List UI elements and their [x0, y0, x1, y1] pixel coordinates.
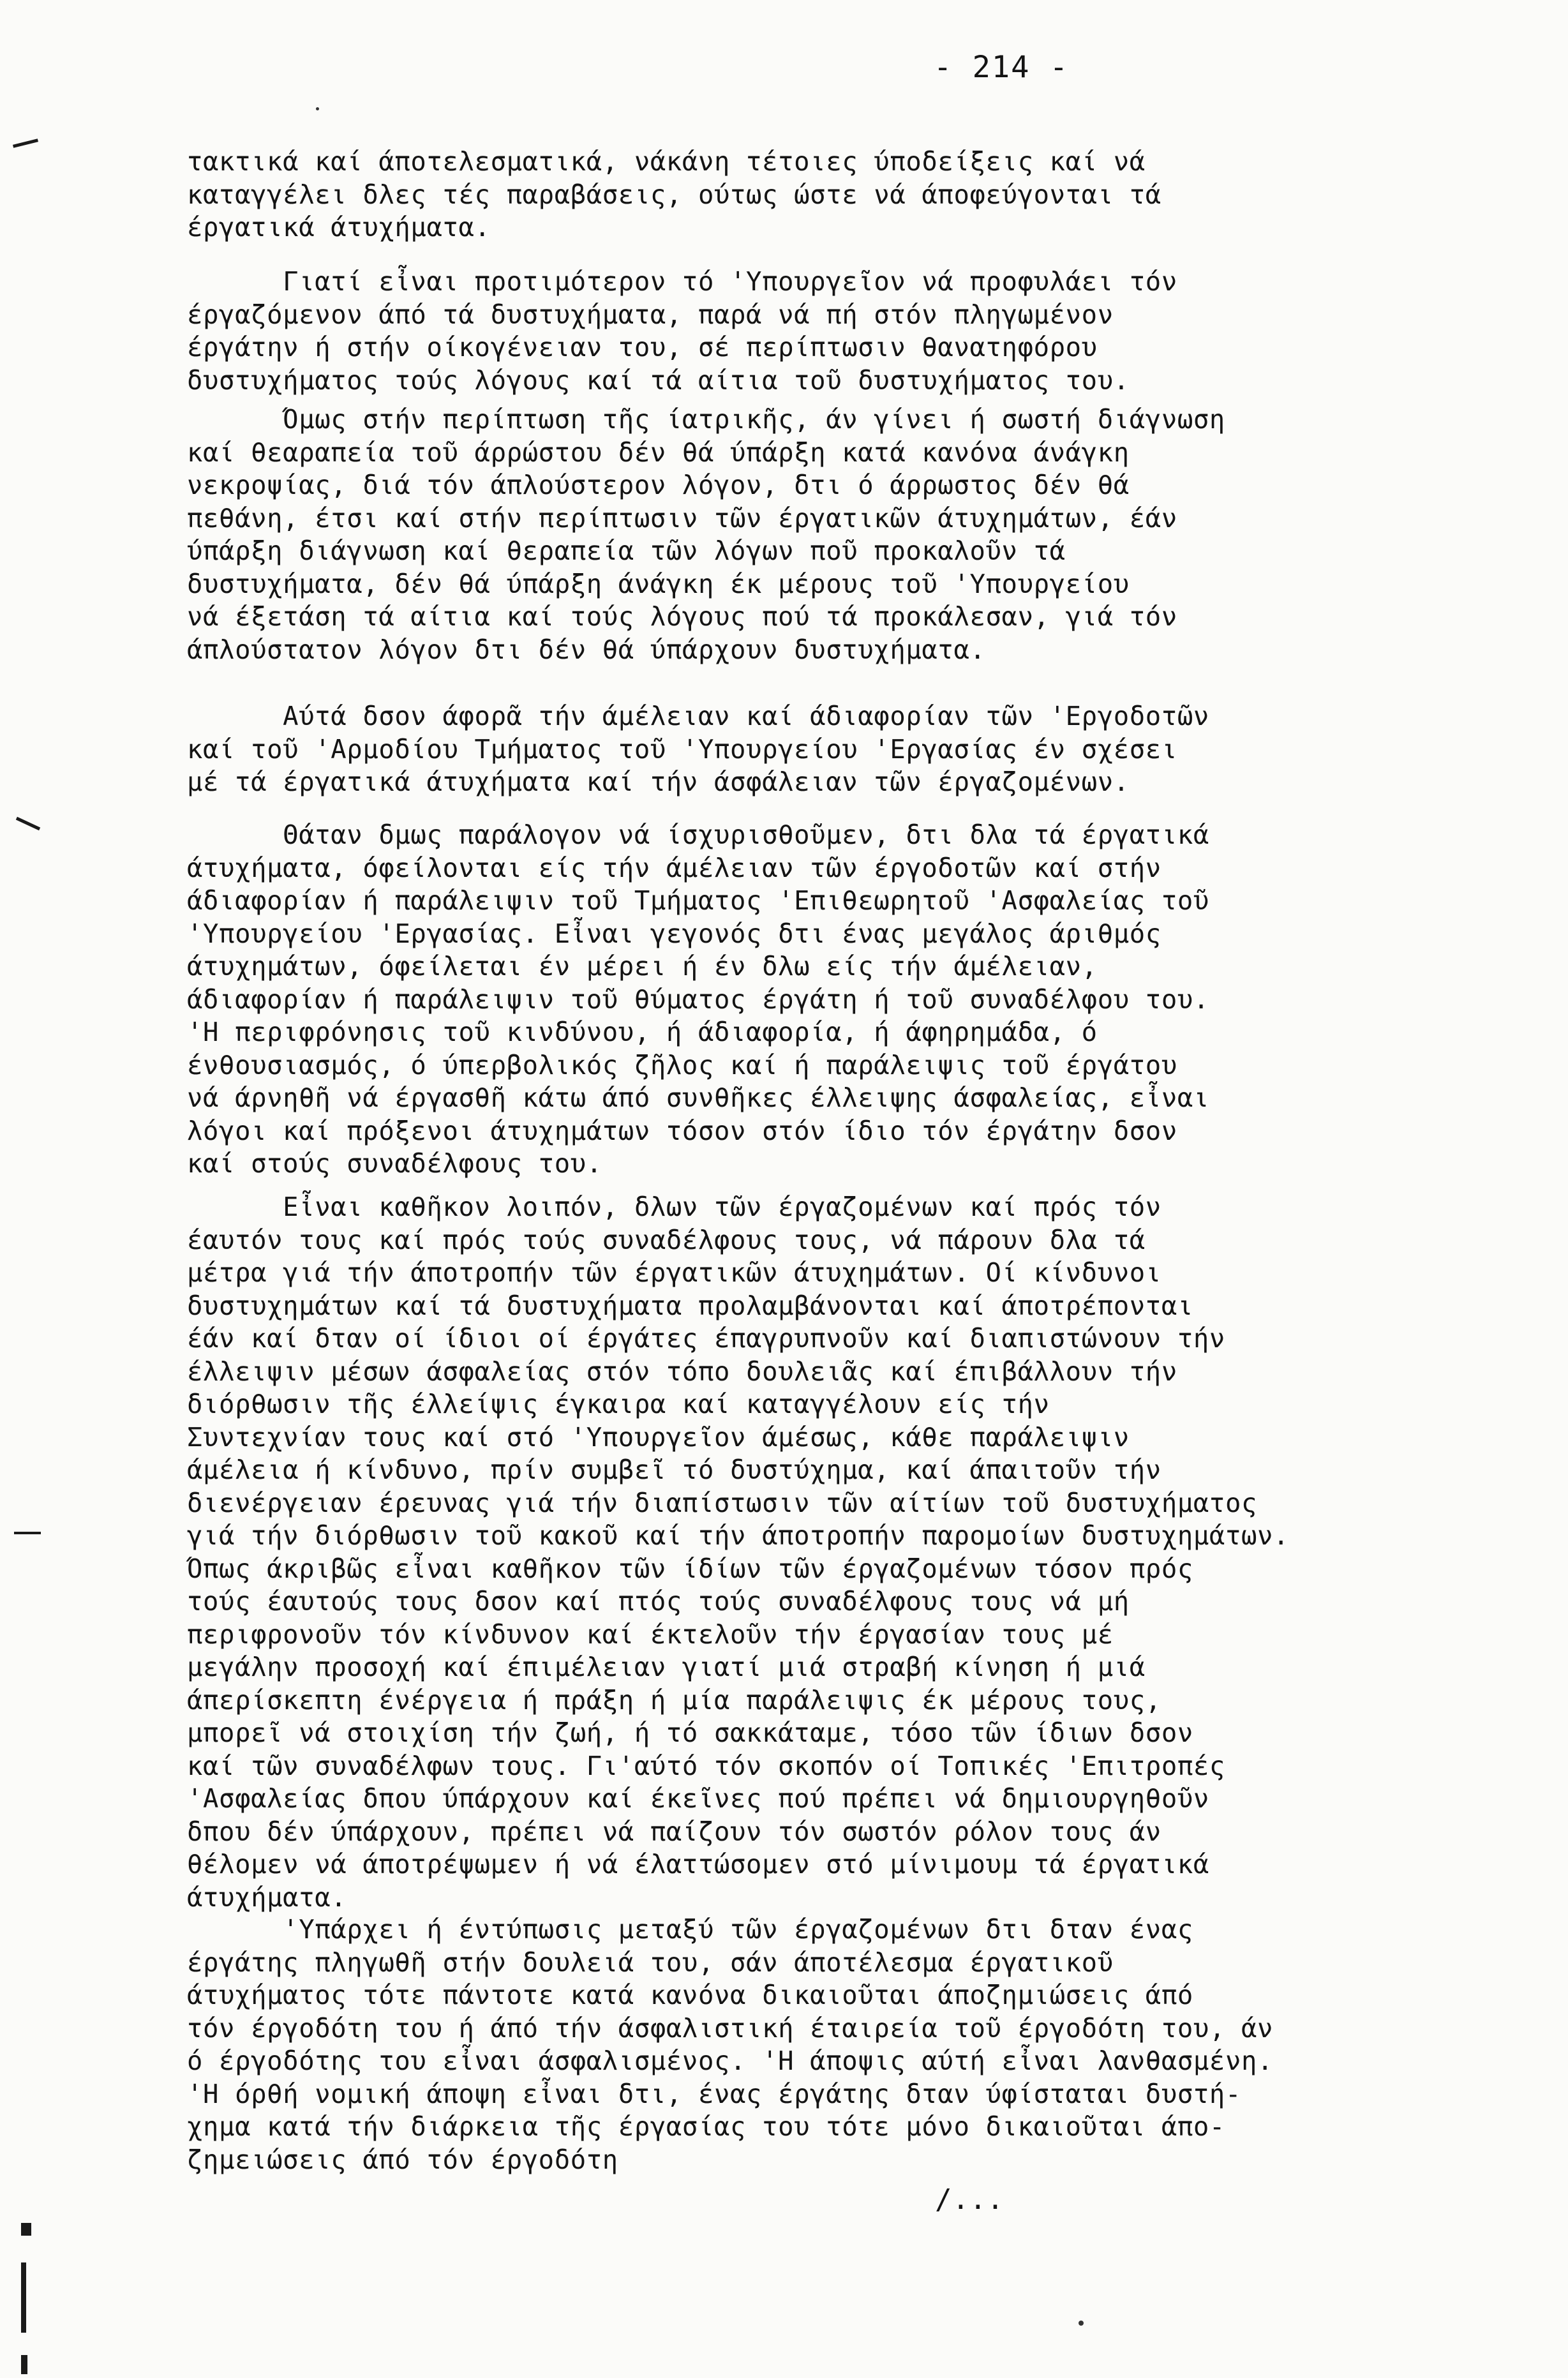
margin-scan-mark	[21, 2355, 27, 2374]
scan-speck	[1079, 2321, 1084, 2326]
paragraph-2	[187, 265, 1454, 397]
scan-speck	[316, 107, 319, 110]
text-line: νά έξετάση τά αίτια καί τούς λόγους πού τά προκάλεσαν, γιά τόν	[187, 601, 1177, 632]
text-line: Αύτά δσον άφορᾶ τήν άμέλειαν καί άδιαφορίαν τῶν 'Εργοδοτῶν	[187, 701, 1209, 731]
text-line: διενέργειαν έρευνας γιά τήν διαπίστωσιν τῶν αίτίων τοῦ δυστυχήματος	[187, 1487, 1258, 1518]
text-line: 'Υπάρχει ή έντύπωσις μεταξύ τῶν έργαζομένων δτι δταν ένας	[187, 1914, 1193, 1945]
text-line: Γιατί εἶναι προτιμότερον τό 'Υπουργεῖον νά προφυλάει τόν	[187, 266, 1177, 297]
text-line: λόγοι καί πρόξενοι άτυχημάτων τόσον στόν ίδιο τόν έργάτην δσον	[187, 1115, 1177, 1146]
text-line: άτυχήματα, όφείλονται είς τήν άμέλειαν τῶν έργοδοτῶν καί στήν	[187, 852, 1161, 883]
text-line: δυστυχήματα, δέν θά ύπάρξη άνάγκη έκ μέρους τοῦ 'Υπουργείου	[187, 568, 1130, 599]
text-line: έργατικά άτυχήματα.	[187, 212, 491, 243]
paragraph-1	[187, 146, 1454, 244]
paragraph-7	[187, 1913, 1454, 2176]
text-line: τούς έαυτούς τους δσον καί πτός τούς συναδέλφους τους νά μή	[187, 1586, 1130, 1617]
text-line: δπου δέν ύπάρχουν, πρέπει νά παίζουν τόν σωστόν ρόλον τους άν	[187, 1816, 1161, 1847]
text-line: ένθουσιασμός, ό ύπερβολικός ζῆλος καί ή παράλειψις τοῦ έργάτου	[187, 1049, 1177, 1081]
text-line: διόρθωσιν τῆς έλλείψις έγκαιρα καί καταγγέλουν είς τήν	[187, 1389, 1050, 1419]
margin-scan-mark	[16, 817, 40, 830]
paragraph-4	[187, 700, 1454, 799]
text-line: Θάταν δμως παράλογον νά ίσχυρισθοῦμεν, δτι δλα τά έργατικά	[187, 819, 1209, 850]
text-line: τόν έργοδότη του ή άπό τήν άσφαλιστική έταιρεία τοῦ έργοδότη του, άν	[187, 2012, 1274, 2044]
text-line: 'Η περιφρόνησις τοῦ κινδύνου, ή άδιαφορία, ή άφηρημάδα, ό	[187, 1017, 1098, 1047]
text-line: ό έργοδότης του εἶναι άσφαλισμένος. 'Η άποψις αύτή εἶναι λανθασμένη.	[187, 2045, 1274, 2076]
text-line: καί θεαραπεία τοῦ άρρώστου δέν θά ύπάρξη κατά κανόνα άνάγκη	[187, 437, 1130, 468]
text-line: 'Υπουργείου 'Εργασίας. Εἶναι γεγονός δτι ένας μεγάλος άριθμός	[187, 918, 1161, 949]
text-line: έργάτην ή στήν οίκογένειαν του, σέ περίπτωσιν θανατηφόρου	[187, 332, 1098, 363]
text-line: Όπως άκριβῶς εἶναι καθῆκον τῶν ίδίων τῶν έργαζομένων τόσον πρός	[187, 1553, 1193, 1584]
text-line: άτυχημάτων, όφείλεται έν μέρει ή έν δλω είς τήν άμέλειαν,	[187, 951, 1098, 982]
margin-scan-mark	[13, 138, 38, 148]
continuation-mark: /...	[935, 2183, 1004, 2216]
margin-scan-mark	[21, 2223, 31, 2236]
text-line: 'Ασφαλείας δπου ύπάρχουν καί έκεῖνες πού πρέπει νά δημιουργηθοῦν	[187, 1783, 1209, 1814]
text-line: νά άρνηθῆ νά έργασθῆ κάτω άπό συνθῆκες έλλειψης άσφαλείας, εἶναι	[187, 1082, 1209, 1113]
text-line: Συντεχνίαν τους καί στό 'Υπουργεῖον άμέσως, κάθε παράλειψιν	[187, 1421, 1130, 1453]
text-line: περιφρονοῦν τόν κίνδυνον καί έκτελοῦν τήν έργασίαν τους μέ	[187, 1619, 1114, 1650]
text-line: άπλούστατον λόγον δτι δέν θά ύπάρχουν δυστυχήματα.	[187, 634, 986, 665]
margin-scan-mark	[14, 1532, 41, 1534]
text-line: καί τῶν συναδέλφων τους. Γι'αύτό τόν σκοπόν οί Τοπικές 'Επιτροπές	[187, 1750, 1225, 1781]
text-line: μεγάλην προσοχή καί έπιμέλειαν γιατί μιά στραβή κίνηση ή μιά	[187, 1652, 1146, 1682]
text-line: άδιαφορίαν ή παράλειψιν τοῦ Τμήματος 'Επιθεωρητοῦ 'Ασφαλείας τοῦ	[187, 885, 1209, 916]
page-number: - 214 -	[934, 50, 1070, 85]
text-line: μέτρα γιά τήν άποτροπήν τῶν έργατικῶν άτυχημάτων. Οί κίνδυνοι	[187, 1257, 1161, 1288]
text-line: 'Η όρθή νομική άποψη εἶναι δτι, ένας έργάτης δταν ύφίσταται δυστή-	[187, 2078, 1241, 2109]
text-line: καί στούς συναδέλφους του.	[187, 1148, 602, 1179]
text-line: έργάτης πληγωθῆ στήν δουλειά του, σάν άποτέλεσμα έργατικοῦ	[187, 1947, 1114, 1978]
text-line: Όμως στήν περίπτωση τῆς ίατρικῆς, άν γίνει ή σωστή διάγνωση	[187, 404, 1225, 435]
text-line: θέλομεν νά άποτρέψωμεν ή νά έλαττώσομεν στό μίνιμουμ τά έργατικά	[187, 1849, 1209, 1880]
text-line: έλλειψιν μέσων άσφαλείας στόν τόπο δουλειᾶς καί έπιβάλλουν τήν	[187, 1356, 1177, 1387]
text-line: άδιαφορίαν ή παράλειψιν τοῦ θύματος έργάτη ή τοῦ συναδέλφου του.	[187, 983, 1209, 1015]
text-line: γιά τήν διόρθωσιν τοῦ κακοῦ καί τήν άποτροπήν παρομοίων δυστυχημάτων.	[187, 1520, 1290, 1551]
paragraph-3	[187, 403, 1454, 666]
text-line: μπορεῖ νά στοιχίση τήν ζωή, ή τό σακκάταμε, τόσο τῶν ίδιων δσον	[187, 1717, 1193, 1748]
text-line: καί τοῦ 'Αρμοδίου Τμήματος τοῦ 'Υπουργείου 'Εργασίας έν σχέσει	[187, 733, 1177, 765]
paragraph-6	[187, 1191, 1454, 1914]
text-line: τακτικά καί άποτελεσματικά, νάκάνη τέτοιες ύποδείξεις καί νά	[187, 146, 1146, 177]
text-line: χημα κατά τήν διάρκεια τῆς έργασίας του τότε μόνο δικαιοῦται άπο-	[187, 2111, 1225, 2142]
text-line: έργαζόμενον άπό τά δυστυχήματα, παρά νά πή στόν πληγωμένον	[187, 299, 1114, 330]
text-line: Εἶναι καθῆκον λοιπόν, δλων τῶν έργαζομένων καί πρός τόν	[187, 1192, 1161, 1222]
text-line: ζημειώσεις άπό τόν έργοδότη	[187, 2144, 618, 2175]
margin-scan-mark	[21, 2262, 26, 2333]
text-line: άτυχήματα.	[187, 1881, 347, 1913]
text-line: ύπάρξη διάγνωση καί θεραπεία τῶν λόγων ποῦ προκαλοῦν τά	[187, 535, 1066, 566]
text-line: πεθάνη, έτσι καί στήν περίπτωσιν τῶν έργατικῶν άτυχημάτων, έάν	[187, 502, 1177, 534]
text-line: άμέλεια ή κίνδυνο, πρίν συμβεῖ τό δυστύχημα, καί άπαιτοῦν τήν	[187, 1454, 1161, 1485]
text-line: έάν καί δταν οί ίδιοι οί έργάτες έπαγρυπνοῦν καί διαπιστώνουν τήν	[187, 1323, 1225, 1354]
text-line: άπερίσκεπτη ένέργεια ή πράξη ή μία παράλειψις έκ μέρους τους,	[187, 1684, 1161, 1716]
text-line: μέ τά έργατικά άτυχήματα καί τήν άσφάλειαν τῶν έργαζομένων.	[187, 766, 1130, 797]
text-line: δυστυχήματος τούς λόγους καί τά αίτια τοῦ δυστυχήματος του.	[187, 364, 1130, 396]
text-line: άτυχήματος τότε πάντοτε κατά κανόνα δικαιοῦται άποζημιώσεις άπό	[187, 1980, 1193, 2010]
text-line: νεκροψίας, διά τόν άπλούστερον λόγον, δτι ό άρρωστος δέν θά	[187, 470, 1130, 500]
text-line: δυστυχημάτων καί τά δυστυχήματα προλαμβάνονται καί άποτρέπονται	[187, 1290, 1193, 1321]
paragraph-5	[187, 819, 1454, 1181]
text-line: καταγγέλει δλες τές παραβάσεις, ούτως ώστε νά άποφεύγονται τά	[187, 179, 1161, 210]
text-line: έαυτόν τους καί πρός τούς συναδέλφους τους, νά πάρουν δλα τά	[187, 1224, 1146, 1255]
